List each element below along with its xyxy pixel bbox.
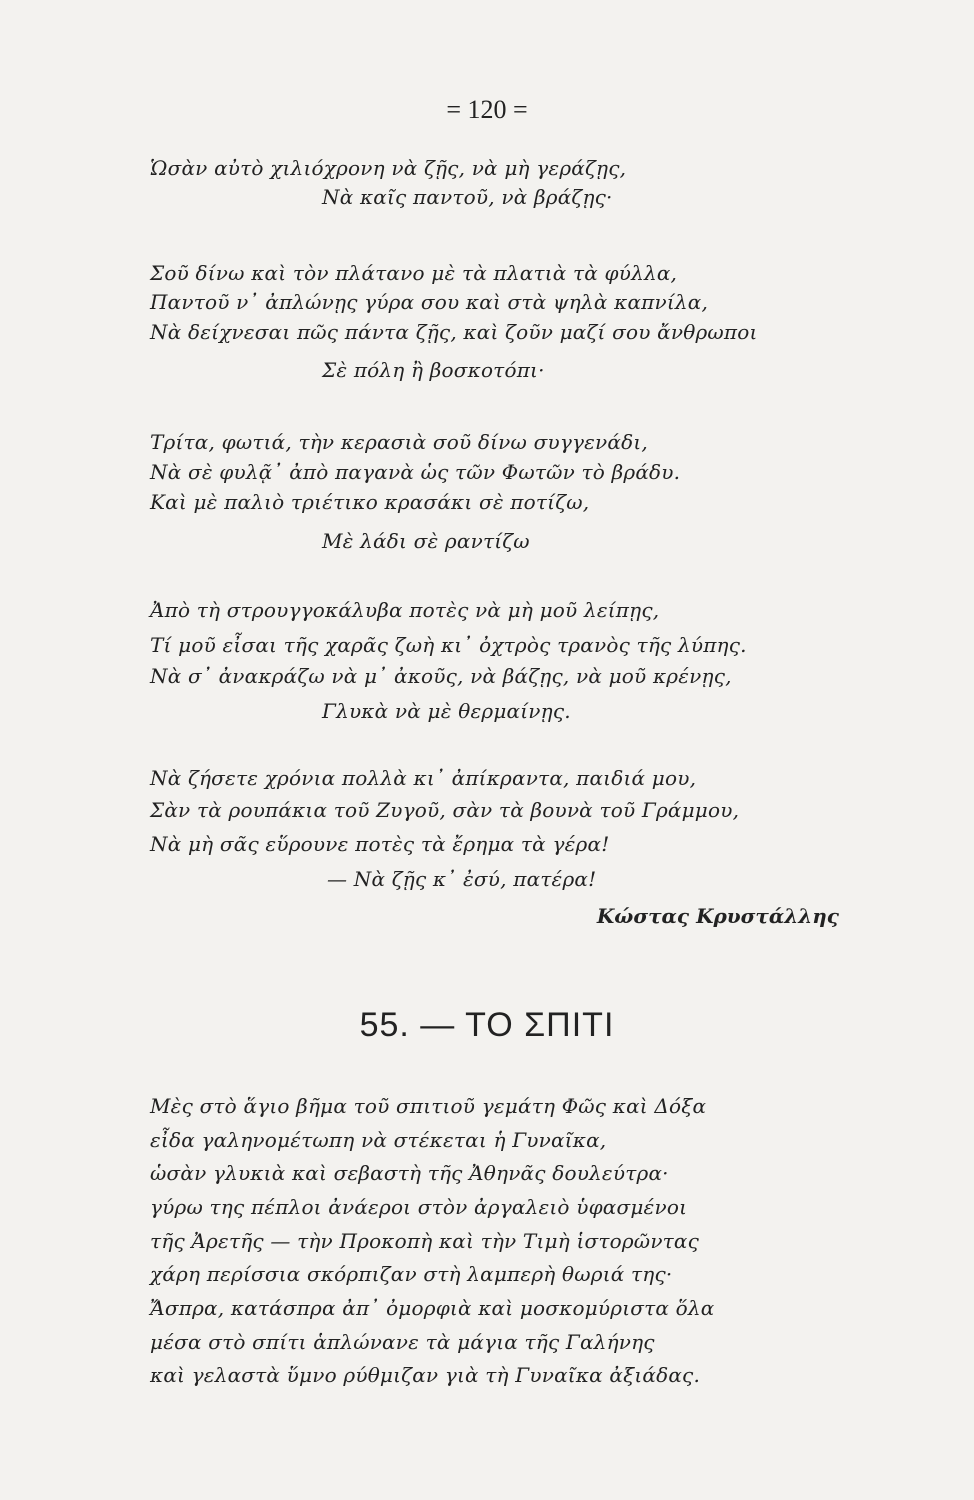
page-number: = 120 = xyxy=(446,95,528,124)
prose-line: Ἄσπρα, κατάσπρα ἀπ᾿ ὀμορφιὰ καὶ μοσκομύριστα ὅλα xyxy=(150,1296,715,1320)
prose-line: εἶδα γαληνομέτωπη νὰ στέκεται ἡ Γυναῖκα, xyxy=(150,1128,607,1152)
section-title: 55. — ΤΟ ΣΠΙΤΙ xyxy=(359,1006,615,1044)
poem-line: — Νὰ ζῇς κ᾿ ἐσύ, πατέρα! xyxy=(327,867,597,891)
poem-line: Τί μοῦ εἶσαι τῆς χαρᾶς ζωὴ κι᾿ ὀχτρὸς τρανὸς τῆς λύπης. xyxy=(150,633,747,657)
poem-line: Γλυκὰ νὰ μὲ θερμαίνῃς. xyxy=(322,699,571,723)
poem-line: Σὰν τὰ ρουπάκια τοῦ Ζυγοῦ, σὰν τὰ βουνὰ τοῦ Γράμμου, xyxy=(150,798,740,822)
poem-line: Μὲ λάδι σὲ ραντίζω xyxy=(322,529,530,553)
poem-line: Νὰ μὴ σᾶς εὕρουνε ποτὲς τὰ ἔρημα τὰ γέρα! xyxy=(150,832,610,856)
poem-line: Νὰ ζήσετε χρόνια πολλὰ κι᾿ ἀπίκραντα, παιδιά μου, xyxy=(150,766,697,790)
prose-line: τῆς Ἀρετῆς — τὴν Προκοπὴ καὶ τὴν Τιμὴ ἱστορῶντας xyxy=(150,1229,700,1253)
prose-line: γύρω της πέπλοι ἀνάεροι στὸν ἀργαλειὸ ὑφασμένοι xyxy=(150,1195,688,1219)
prose-line: χάρη περίσσια σκόρπιζαν στὴ λαμπερὴ θωριά της· xyxy=(150,1262,673,1286)
prose-line: Μὲς στὸ ἅγιο βῆμα τοῦ σπιτιοῦ γεμάτη Φῶς καὶ Δόξα xyxy=(150,1094,707,1118)
poem-line: Νὰ σ᾿ ἀνακράζω νὰ μ᾿ ἀκοῦς, νὰ βάζῃς, νὰ μοῦ κρένῃς, xyxy=(150,664,732,688)
poem-line: Καὶ μὲ παλιὸ τριέτικο κρασάκι σὲ ποτίζω, xyxy=(150,490,590,514)
poem-line: Τρίτα, φωτιά, τὴν κερασιὰ σοῦ δίνω συγγενάδι, xyxy=(150,430,648,454)
poem-line: Σοῦ δίνω καὶ τὸν πλάτανο μὲ τὰ πλατιὰ τὰ φύλλα, xyxy=(150,261,678,285)
prose-line: μέσα στὸ σπίτι ἁπλώνανε τὰ μάγια τῆς Γαλήνης xyxy=(150,1330,655,1354)
poem-line: Νὰ σὲ φυλᾷ᾿ ἀπὸ παγανὰ ὡς τῶν Φωτῶν τὸ βράδυ. xyxy=(150,460,681,484)
prose-line: καὶ γελαστὰ ὕμνο ρύθμιζαν γιὰ τὴ Γυναῖκα ἀξιάδας. xyxy=(150,1363,700,1387)
poem-line: Ὡσὰν αὐτὸ χιλιόχρονη νὰ ζῇς, νὰ μὴ γεράζῃς, xyxy=(150,156,627,180)
poem-line: Σὲ πόλη ἢ βοσκοτόπι· xyxy=(322,358,545,382)
poem-line: Παντοῦ ν᾿ ἀπλώνῃς γύρα σου καὶ στὰ ψηλὰ καπνίλα, xyxy=(150,290,709,314)
poem-line: Νὰ δείχνεσαι πῶς πάντα ζῇς, καὶ ζοῦν μαζί σου ἄνθρωποι xyxy=(150,320,758,344)
poem-line: Νὰ καῖς παντοῦ, νὰ βράζῃς· xyxy=(322,185,613,209)
poem-line: Ἀπὸ τὴ στρουγγοκάλυβα ποτὲς νὰ μὴ μοῦ λείπῃς, xyxy=(150,598,660,622)
author-signature: Κώστας Κρυστάλλης xyxy=(596,904,839,928)
prose-line: ὡσὰν γλυκιὰ καὶ σεβαστὴ τῆς Ἀθηνᾶς δουλεύτρα· xyxy=(150,1161,669,1185)
